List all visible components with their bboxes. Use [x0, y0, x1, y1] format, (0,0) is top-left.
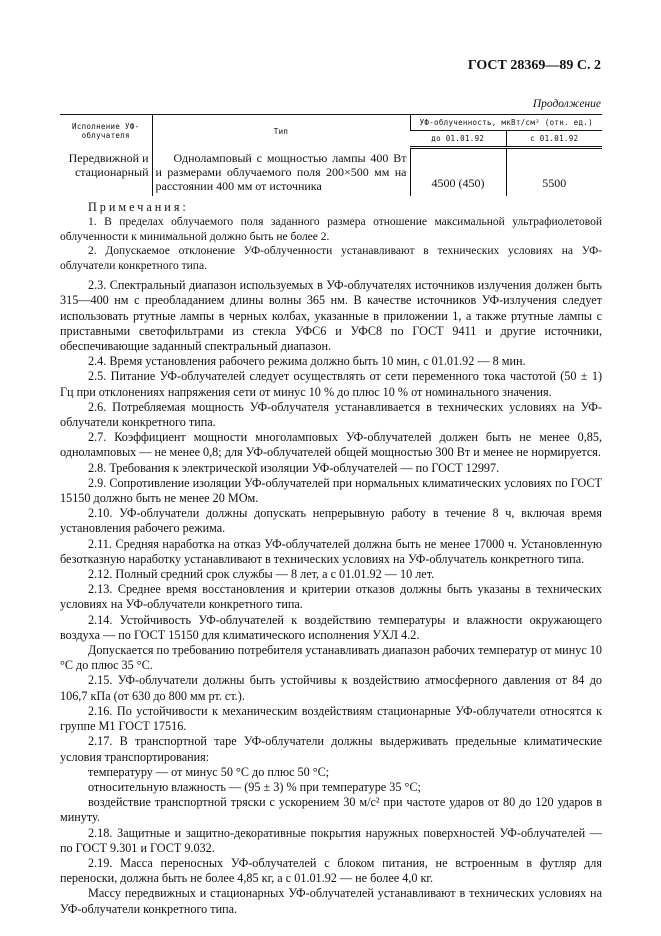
cell-after: 5500 — [506, 148, 602, 196]
paragraph: воздействие транспортной тряски с ускорением 30 м/с² при частоте ударов от 80 до 120 ударов в минуту. — [60, 795, 602, 825]
paragraph: 2.13. Среднее время восстановления и критерии отказов должны быть указаны в технических условиях на УФ-облучатели конкретного типа. — [60, 582, 602, 612]
header-type: Тип — [152, 115, 410, 148]
header-after: с 01.01.92 — [506, 131, 602, 148]
paragraph: 2.6. Потребляемая мощность УФ-облучателя устанавливается в технических условиях на УФ-облучатели конкретного типа. — [60, 399, 602, 430]
paragraph: 2.7. Коэффициент мощности многоламповых УФ-облучателей должен быть не менее 0,85, одноламповых — не менее 0,8; для УФ-облучателей общей мощностью 300 Вт и менее не нормируется. — [60, 430, 602, 460]
header-irradiance: УФ-облученность, мкВт/см² (отн. ед.) — [410, 115, 602, 131]
paragraph: 2.5. Питание УФ-облучателей следует осуществлять от сети переменного тока частотой (50 ± 1) Гц при отклонениях напряжения сети от минус 10 % до плюс 10 % от номинального значения. — [60, 369, 602, 399]
document-body — [60, 200, 602, 917]
notes-heading: Примечания: — [88, 200, 189, 214]
cell-before: 4500 (450) — [410, 148, 506, 196]
paragraph: температуру — от минус 50 °С до плюс 50 °С; — [88, 764, 330, 779]
paragraph: 2.15. УФ-облучатели должны быть устойчивы к воздействию атмосферного давления от 84 до 106,7 кПа (от 630 до 800 мм рт. ст.). — [60, 673, 602, 703]
paragraph: 2.12. Полный средний срок службы — 8 лет, а с 01.01.92 — 10 лет. — [88, 567, 435, 582]
paragraph: 2.9. Сопротивление изоляции УФ-облучателей при нормальных климатических условиях по ГОСТ 15150 должно быть не менее 20 МОм. — [60, 475, 602, 506]
paragraph: 2.16. По устойчивости к механическим воздействиям стационарные УФ-облучатели относятся к группе М1 ГОСТ 17516. — [60, 703, 602, 734]
paragraph: относительную влажность — (95 ± 3) % при температуре 35 °С; — [88, 779, 421, 794]
paragraph: 2.18. Защитные и защитно-декоративные покрытия наружных поверхностей УФ-облучателей — по ГОСТ 9.301 и ГОСТ 9.032. — [60, 825, 602, 855]
paragraph: 2.19. Масса переносных УФ-облучателей с блоком питания, не встроенным в футляр для переноски, должна быть не более 4,85 кг, а с 01.01.92 — не более 4,0 кг. — [60, 855, 602, 886]
document-header: ГОСТ 28369—89 С. 2 — [467, 58, 601, 73]
note: 1. В пределах облучаемого поля заданного размера отношение максимальной ультрафиолетовой облученности к минимальной должно быть не более 2. — [60, 216, 602, 243]
continuation-label: Продолжение — [532, 98, 601, 110]
header-before: до 01.01.92 — [410, 131, 506, 148]
paragraph: 2.4. Время установления рабочего режима должно быть 10 мин, с 01.01.92 — 8 мин. — [88, 354, 526, 369]
paragraph: 2.10. УФ-облучатели должны допускать непрерывную работу в течение 8 ч, включая время установления рабочего режима. — [60, 506, 602, 536]
note: 2. Допускаемое отклонение УФ-облученности устанавливают в технических условиях на УФ-облучатели конкретного типа. — [60, 245, 602, 272]
paragraph: 2.17. В транспортной таре УФ-облучатели должны выдерживать предельные климатические условия транспортирования: — [60, 734, 602, 764]
paragraph: 2.11. Средняя наработка на отказ УФ-облучателей должна быть не менее 17000 ч. Установленную безотказную наработку устанавливают в технических условиях на УФ-облучатель конкретного типа. — [60, 536, 602, 566]
table-row — [60, 148, 602, 196]
cell-type: Одноламповый с мощностью лампы 400 Вт и размерами облучаемого поля 200×500 мм на расстоянии 400 мм от источника — [152, 148, 410, 196]
cell-execution: Передвижной и стационарный — [68, 150, 149, 179]
paragraph: 2.8. Требования к электрической изоляции УФ-облучателей — по ГОСТ 12997. — [88, 460, 500, 475]
header-execution: Исполнение УФ-облучателя — [60, 115, 152, 148]
paragraph: Допускается по требованию потребителя устанавливать диапазон рабочих температур от минус 10 °С до плюс 35 °С. — [60, 643, 602, 673]
paragraph: 2.3. Спектральный диапазон используемых в УФ-облучателях источников излучения должен быть 315—400 нм с преобладанием длины волны 365 нм. В качестве источников УФ-излучения следует использовать ртутные лампы в черных колбах, указанные в приложении 1, а также ртутные лампы с приставными светофильтрами из стекла УФС6 и УФС8 по ГОСТ 9411 и другие источники, обеспечивающие заданный спектральный диапазон. — [60, 278, 602, 354]
irradiance-table — [60, 114, 602, 196]
paragraph: 2.14. Устойчивость УФ-облучателей к воздействию температуры и влажности окружающего воздуха — по ГОСТ 15150 для климатического исполнения УХЛ 4.2. — [60, 612, 602, 642]
paragraph: Массу передвижных и стационарных УФ-облучателей устанавливают в технических условиях на УФ-облучатели конкретного типа. — [60, 886, 602, 916]
